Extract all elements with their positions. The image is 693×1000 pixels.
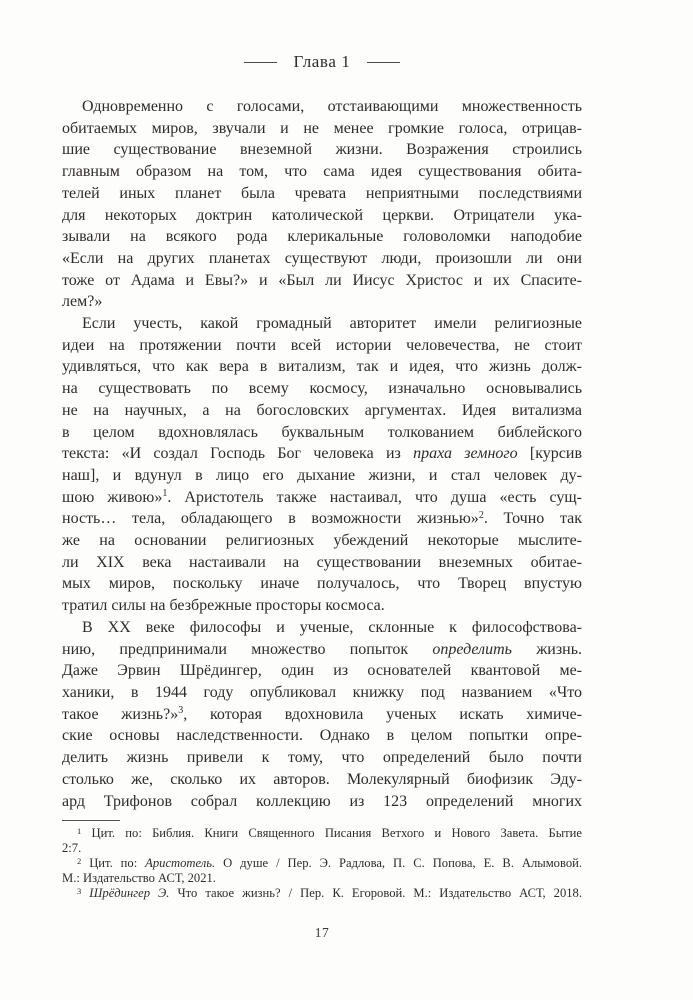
footnote-reference: 1 — [77, 825, 82, 836]
text-line — [62, 747, 582, 769]
chapter-header — [62, 52, 582, 72]
footnote-line — [62, 886, 582, 901]
footnotes-section — [62, 826, 582, 901]
text-segment: удивляться, что как вера в витализм, так и идея, что жизнь долж- — [62, 358, 582, 376]
text-segment: в целом вдохновлялась буквальным толкованием библейского — [62, 423, 582, 441]
text-segment: делить жизнь привели к тому, что определений было почти — [62, 749, 582, 767]
text-segment: Что такое жизнь? / Пер. К. Егоровой. М.: Издательство АСТ, 2018. — [169, 886, 582, 901]
text-line — [62, 530, 582, 552]
text-segment: лем?» — [62, 293, 103, 311]
text-segment: ард Трифонов собрал коллекцию из 123 определений многих — [62, 792, 582, 810]
heading-rule-right-icon — [367, 62, 400, 63]
text-segment: Цит. по: — [81, 856, 146, 871]
text-line — [62, 791, 582, 813]
text-line — [62, 704, 582, 726]
text-line — [62, 573, 582, 595]
text-line — [62, 205, 582, 227]
text-segment: 2:7. — [62, 841, 82, 856]
text-line — [62, 96, 582, 118]
text-line — [62, 682, 582, 704]
italic-text-segment: праха земного — [413, 445, 518, 463]
footnote-separator — [62, 820, 120, 821]
text-segment: шою живою» — [62, 488, 163, 506]
footnote-line — [62, 871, 582, 886]
text-segment: ханики, в 1944 году опубликовал книжку под названием «Что — [62, 683, 582, 701]
text-segment: Даже Эрвин Шрёдингер, один из основателей квантовой ме- — [62, 662, 582, 680]
paragraph — [62, 313, 582, 617]
text-segment: . Аристотель также настаивал, что душа «есть сущ- — [167, 488, 582, 506]
text-segment: жизнь. — [511, 640, 583, 658]
text-segment: не на научных, а на богословских аргументах. Идея витализма — [62, 401, 582, 419]
text-segment: ские основы наследственности. Однако в целом попытки опре- — [62, 727, 582, 745]
text-segment: ли XIX века настаивали на существовании внеземных обитае- — [62, 553, 582, 571]
text-segment: Цит. по: Библия. Книги Священного Писания Ветхого и Нового Завета. Бытие — [81, 826, 582, 840]
text-segment: «Если на других планетах существуют люди, произошли ли они — [62, 249, 582, 267]
text-segment: ность… тела, обладающего в возможности жизнью» — [62, 510, 479, 528]
paragraph — [62, 617, 582, 812]
text-segment: нию, предпринимали множество попыток — [62, 640, 433, 658]
text-line — [62, 595, 582, 617]
text-segment: , которая вдохновила ученых искать химиче- — [183, 705, 582, 723]
text-line — [62, 639, 582, 661]
text-line — [62, 161, 582, 183]
footnote — [62, 886, 582, 901]
paragraph — [62, 96, 582, 313]
text-line — [62, 508, 582, 530]
text-segment: же на основании религиозных убеждений некоторые мыслите- — [62, 532, 582, 550]
italic-text-segment: определить — [432, 640, 512, 658]
text-line — [62, 422, 582, 444]
footnote-line — [62, 826, 582, 841]
text-segment: такое жизнь?» — [62, 705, 179, 723]
text-segment: шие существование внеземной жизни. Возражения строились — [62, 141, 582, 159]
text-segment: телей иных планет была чревата неприятными последствиями — [62, 184, 582, 202]
text-line — [62, 378, 582, 400]
text-line — [62, 118, 582, 140]
text-segment: тоже от Адама и Евы?» и «Был ли Иисус Христос и их Спасите- — [62, 271, 582, 289]
footnote-reference: 3 — [178, 705, 184, 717]
text-line — [62, 183, 582, 205]
text-line — [62, 291, 582, 313]
text-line — [62, 617, 582, 639]
text-segment: идеи на протяжении почти всей истории человечества, не стоит — [62, 336, 582, 354]
page-number: 17 — [314, 925, 330, 940]
text-line — [62, 465, 582, 487]
footnote-line — [62, 841, 582, 856]
text-segment: мых миров, поскольку иначе получалось, что Творец впустую — [62, 575, 582, 593]
footnote — [62, 856, 582, 886]
text-segment: О душе / Пер. Э. Радлова, П. С. Попова, Е. В. Алымовой. — [215, 856, 582, 871]
text-line — [62, 248, 582, 270]
text-segment: обитаемых миров, звучали и не менее громкие голоса, отрицав- — [62, 119, 582, 137]
text-segment: столько же, сколько их авторов. Молекулярный биофизик Эду- — [62, 770, 582, 788]
text-segment: . Точно так — [483, 510, 583, 528]
text-segment: Одновременно с голосами, отстаивающими множественность — [82, 98, 582, 115]
heading-rule-left-icon — [244, 62, 277, 63]
text-segment: текста: «И создал Господь Бог человека из — [62, 445, 414, 463]
page-footer — [62, 924, 582, 942]
italic-text-segment: Аристотель. — [145, 856, 216, 871]
text-segment: тратил силы на безбрежные просторы космоса. — [62, 597, 385, 615]
chapter-title: Глава 1 — [293, 52, 351, 71]
text-segment: главным образом на том, что сама идея существования обита- — [62, 163, 582, 181]
text-segment: М.: Издательство АСТ, 2021. — [62, 871, 216, 886]
footnote-reference: 2 — [478, 509, 484, 521]
text-line — [62, 356, 582, 378]
text-line — [62, 139, 582, 161]
text-segment: зывали на всякого рода клерикальные головоломки наподобие — [62, 228, 582, 246]
text-line — [62, 725, 582, 747]
text-line — [62, 660, 582, 682]
footnote-reference: 1 — [162, 488, 168, 500]
text-line — [62, 335, 582, 357]
text-segment: Если учесть, какой громадный авторитет имели религиозные — [82, 315, 582, 333]
footnote-reference: 2 — [77, 855, 82, 866]
italic-text-segment: Шрёдингер Э. — [89, 886, 170, 901]
text-segment: на существовать по всему космосу, изначально основывались — [62, 380, 582, 398]
text-line — [62, 487, 582, 509]
text-segment: наш], и вдунул в лицо его дыхание жизни, и стал человек ду- — [62, 466, 582, 484]
body-text-column — [62, 96, 582, 812]
footnote-reference: 3 — [77, 885, 82, 896]
text-segment: В XX веке философы и ученые, склонные к философствова- — [82, 618, 582, 636]
text-line — [62, 313, 582, 335]
text-line — [62, 400, 582, 422]
text-line — [62, 270, 582, 292]
footnote-line — [62, 856, 582, 871]
text-line — [62, 226, 582, 248]
text-line — [62, 552, 582, 574]
text-line — [62, 769, 582, 791]
text-segment: для некоторых доктрин католической церкви. Отрицатели ука- — [62, 206, 582, 224]
footnote — [62, 826, 582, 856]
text-segment: [курсив — [517, 445, 583, 463]
text-line — [62, 443, 582, 465]
